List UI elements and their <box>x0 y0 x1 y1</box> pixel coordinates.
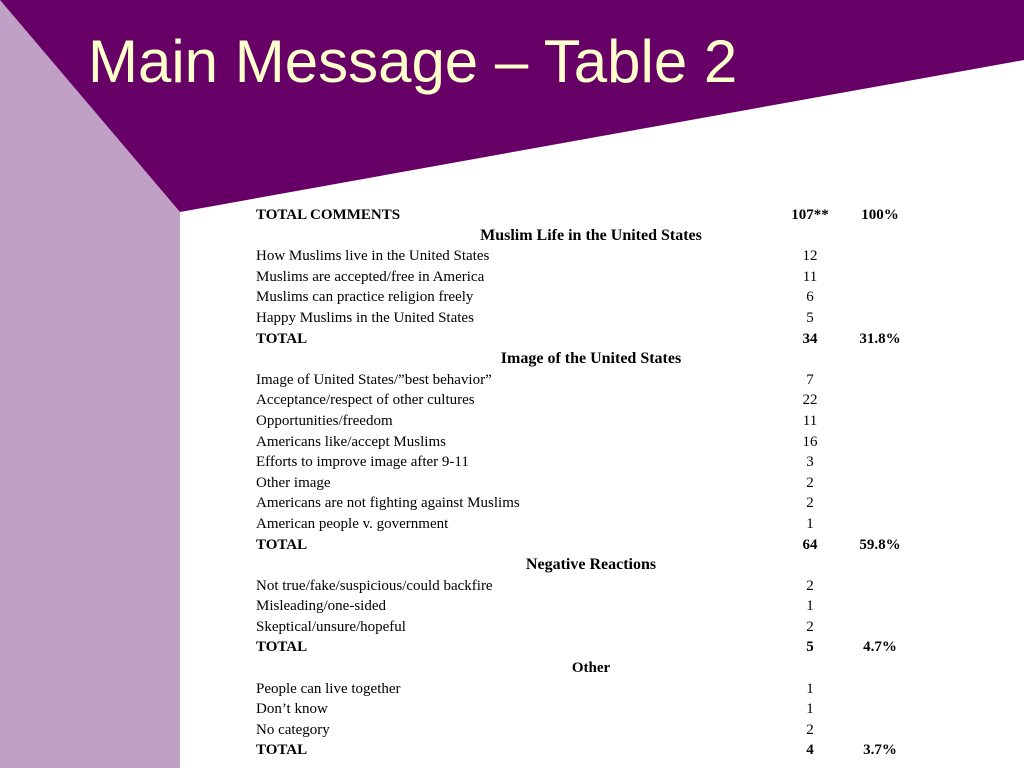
row-count: 2 <box>806 474 814 491</box>
section-heading-row <box>256 226 926 247</box>
row-label: Not true/fake/suspicious/could backfire <box>256 577 493 594</box>
row-percent <box>834 287 926 308</box>
section-heading: Negative Reactions <box>525 556 657 574</box>
row-label: TOTAL COMMENTS <box>256 207 401 223</box>
row-count: 1 <box>806 680 814 697</box>
total-row <box>256 535 926 556</box>
row-label: Muslims can practice religion freely <box>256 289 474 306</box>
row-percent <box>834 473 926 494</box>
table-row <box>256 390 926 411</box>
row-label: No category <box>256 721 330 738</box>
row-label: American people v. government <box>256 515 449 532</box>
table-row <box>256 493 926 514</box>
section-heading: Other <box>571 660 611 677</box>
row-percent: 3.7% <box>863 742 897 759</box>
row-percent <box>834 617 926 638</box>
row-label: Misleading/one-sided <box>256 598 386 615</box>
row-count: 5 <box>806 639 814 656</box>
row-percent <box>834 246 926 267</box>
total-comments-row <box>256 205 926 226</box>
section-heading-row <box>256 349 926 370</box>
row-label: Americans like/accept Muslims <box>256 433 446 450</box>
row-count: 11 <box>802 268 818 285</box>
row-percent: 4.7% <box>863 639 897 656</box>
row-label: Other image <box>256 474 331 491</box>
row-percent <box>834 596 926 617</box>
row-label: TOTAL <box>256 330 308 347</box>
total-row <box>256 637 926 658</box>
section-heading: Image of the United States <box>500 350 682 368</box>
row-label: Image of United States/”best behavior” <box>256 371 492 388</box>
row-label: Americans are not fighting against Muslims <box>256 495 520 512</box>
row-percent <box>834 452 926 473</box>
table-row <box>256 246 926 267</box>
row-label: Happy Muslims in the United States <box>256 309 474 326</box>
table-row <box>256 411 926 432</box>
row-label: Efforts to improve image after 9-11 <box>256 454 469 471</box>
row-percent <box>834 308 926 329</box>
row-label: Skeptical/unsure/hopeful <box>256 618 406 635</box>
table-row <box>256 370 926 391</box>
row-count: 2 <box>806 721 814 738</box>
row-count: 64 <box>802 536 818 553</box>
row-count: 1 <box>806 701 814 718</box>
row-percent <box>834 390 926 411</box>
row-count: 1 <box>806 598 814 615</box>
row-count: 2 <box>806 495 814 512</box>
section-heading-row <box>256 555 926 576</box>
row-label: Opportunities/freedom <box>256 412 393 429</box>
row-percent <box>834 679 926 700</box>
section-heading: Muslim Life in the United States <box>480 226 702 244</box>
table-row <box>256 679 926 700</box>
table-row <box>256 720 926 741</box>
table-row <box>256 699 926 720</box>
row-label: How Muslims live in the United States <box>256 248 490 265</box>
slide-title: Main Message – Table 2 <box>88 28 738 95</box>
table-row <box>256 308 926 329</box>
table-row <box>256 452 926 473</box>
table-row <box>256 576 926 597</box>
row-count: 16 <box>802 433 818 450</box>
row-count: 34 <box>802 330 818 347</box>
row-count: 2 <box>806 577 814 594</box>
table-row <box>256 432 926 453</box>
row-label: Don’t know <box>256 701 328 718</box>
row-count: 107** <box>791 207 829 223</box>
row-count: 4 <box>806 742 814 759</box>
row-count: 12 <box>802 248 818 265</box>
table-row <box>256 514 926 535</box>
total-row <box>256 329 926 350</box>
row-count: 7 <box>806 371 814 388</box>
row-percent <box>834 514 926 535</box>
row-label: People can live together <box>256 680 401 697</box>
row-percent <box>834 720 926 741</box>
row-percent: 100% <box>861 207 899 223</box>
row-percent <box>834 576 926 597</box>
row-percent <box>834 493 926 514</box>
row-label: Muslims are accepted/free in America <box>256 268 485 285</box>
table-row <box>256 267 926 288</box>
row-count: 6 <box>806 289 814 306</box>
table-row <box>256 617 926 638</box>
row-count: 11 <box>802 412 818 429</box>
row-percent <box>834 699 926 720</box>
row-percent <box>834 267 926 288</box>
table-row <box>256 473 926 494</box>
comments-table <box>256 205 926 761</box>
row-percent <box>834 370 926 391</box>
row-count: 5 <box>806 309 814 326</box>
row-percent <box>834 411 926 432</box>
row-percent: 31.8% <box>859 330 901 347</box>
row-count: 2 <box>806 618 814 635</box>
total-row <box>256 740 926 761</box>
row-count: 1 <box>806 515 814 532</box>
row-count: 3 <box>806 454 814 471</box>
row-percent: 59.8% <box>859 536 901 553</box>
table-row <box>256 596 926 617</box>
row-label: TOTAL <box>256 536 308 553</box>
row-percent <box>834 432 926 453</box>
row-label: TOTAL <box>256 742 308 759</box>
row-label: TOTAL <box>256 639 308 656</box>
table-row <box>256 287 926 308</box>
row-label: Acceptance/respect of other cultures <box>256 392 475 409</box>
row-count: 22 <box>802 392 818 409</box>
section-heading-row <box>256 658 926 679</box>
